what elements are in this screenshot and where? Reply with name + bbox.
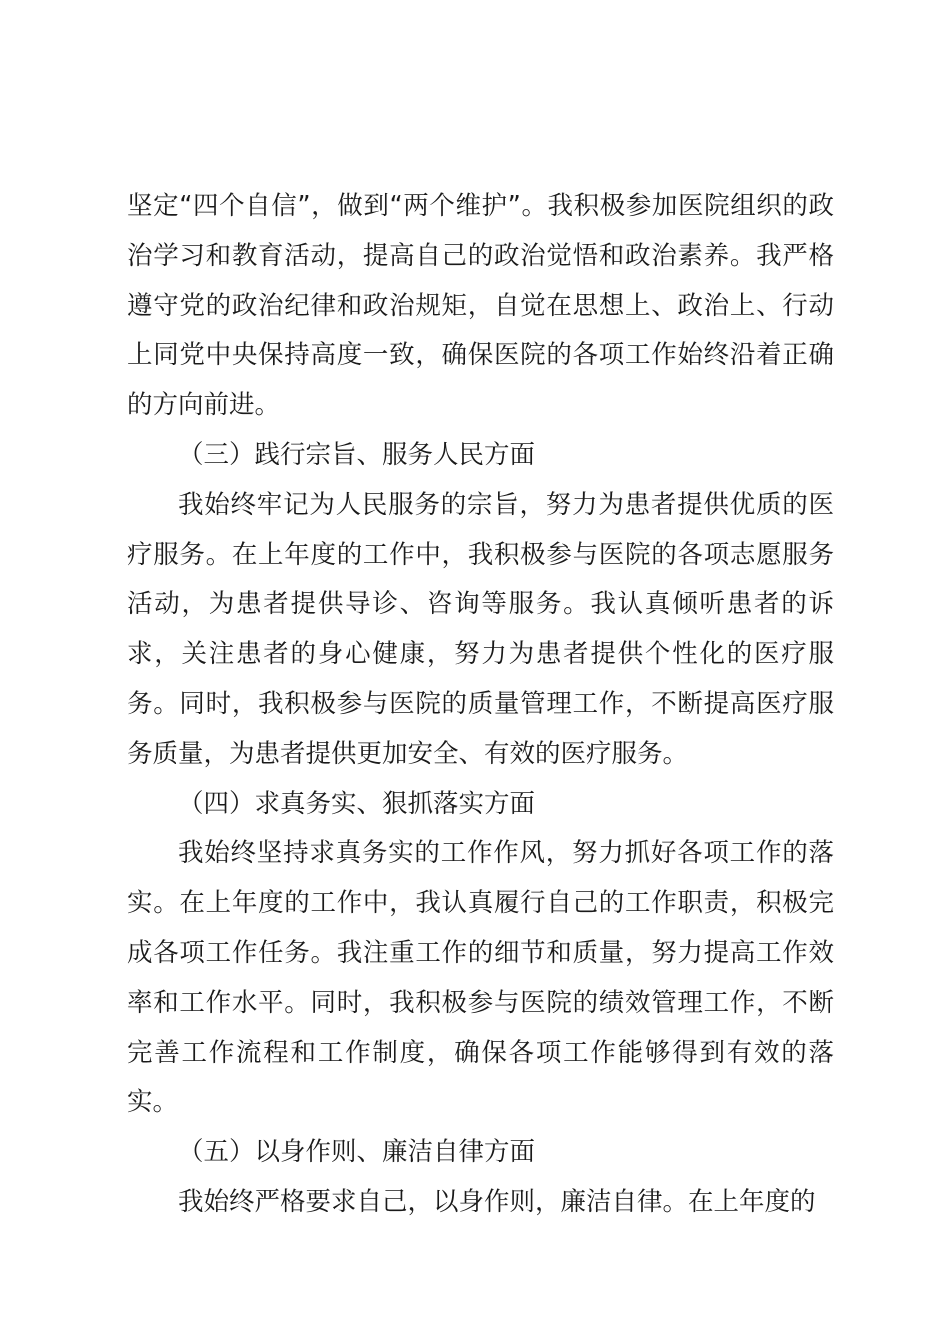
section-heading-4: （四）求真务实、狠抓落实方面	[178, 788, 536, 819]
paragraph-serve-people: 我始终牢记为人民服务的宗旨，努力为患者提供优质的医疗服务。在上年度的工作中，我积极参与医院的各项志愿服务活动，为患者提供导诊、咨询等服务。我认真倾听患者的诉求，关注患者的身心健康，努力为患者提供个性化的医疗服务。同时，我积极参与医院的质量管理工作，不断提高医疗服务质量，为患者提供更加安全、有效的医疗服务。	[127, 489, 834, 769]
document-body	[127, 182, 834, 1228]
section-heading-5: （五）以身作则、廉洁自律方面	[178, 1137, 536, 1168]
paragraph-practical-work: 我始终坚持求真务实的工作作风，努力抓好各项工作的落实。在上年度的工作中，我认真履行自己的工作职责，积极完成各项工作任务。我注重工作的细节和质量，努力提高工作效率和工作水平。同时，我积极参与医院的绩效管理工作，不断完善工作流程和工作制度，确保各项工作能够得到有效的落实。	[127, 838, 834, 1118]
section-heading-3: （三）践行宗旨、服务人民方面	[178, 439, 536, 470]
paragraph-political-loyalty-continued: 坚定“四个自信”，做到“两个维护”。我积极参加医院组织的政治学习和教育活动，提高自己的政治觉悟和政治素养。我严格遵守党的政治纪律和政治规矩，自觉在思想上、政治上、行动上同党中央保持高度一致，确保医院的各项工作始终沿着正确的方向前进。	[127, 191, 834, 421]
paragraph-integrity: 我始终严格要求自己，以身作则，廉洁自律。在上年度的	[178, 1186, 816, 1217]
